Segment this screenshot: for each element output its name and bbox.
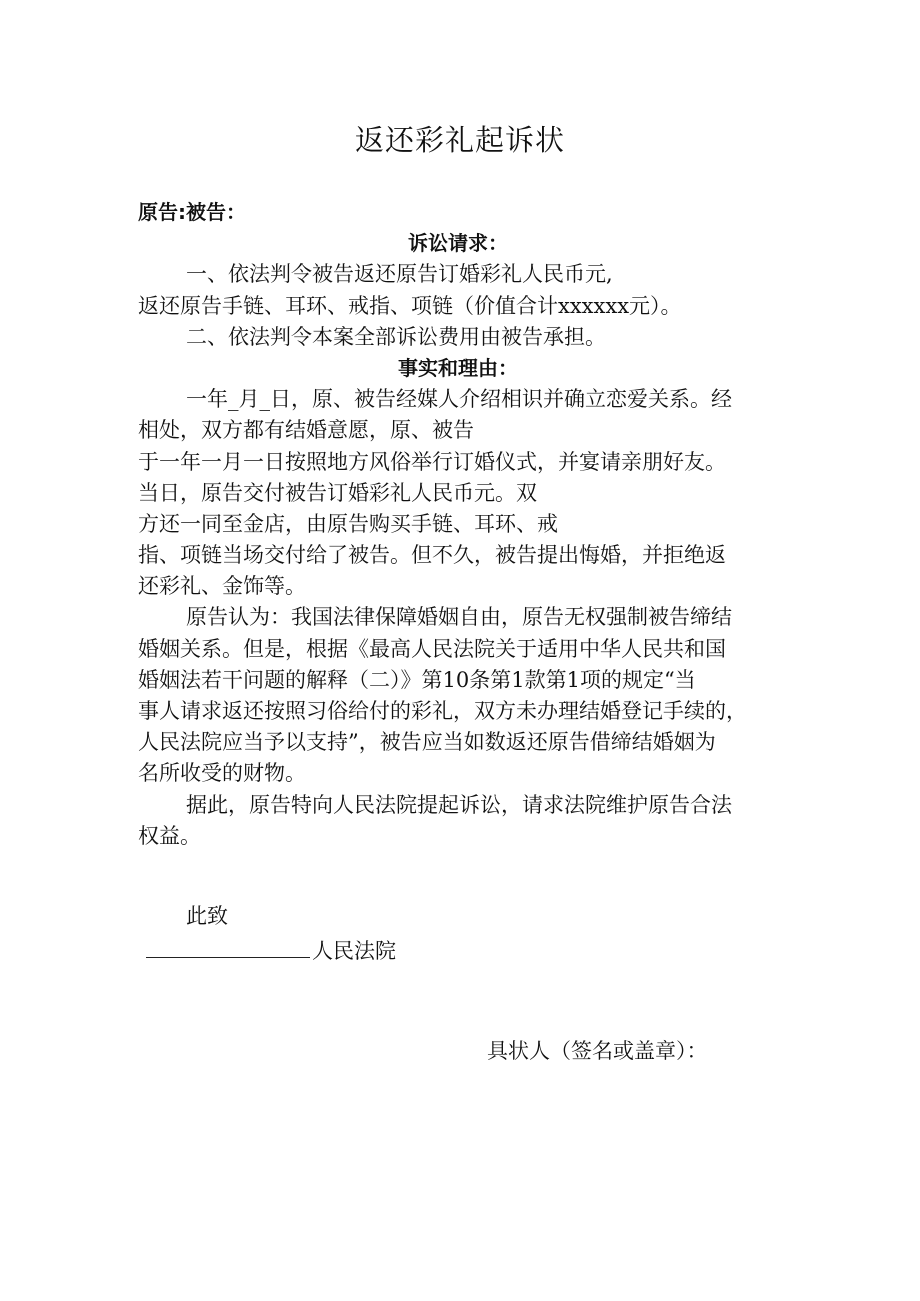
facts-heading: 事实和理由： <box>398 355 518 380</box>
facts-line: 婚姻法若干问题的解释（二）》第10条第1款第1项的规定“当 <box>138 667 696 692</box>
facts-line: 相处，双方都有结婚意愿，原、被告 <box>138 418 474 443</box>
facts-line: 一年_月_日，原、被告经媒人介绍相识并确立恋爱关系。经 <box>186 387 732 412</box>
document-body <box>138 197 798 852</box>
facts-line: 婚姻关系。但是，根据《最高人民法院关于适用中华人民共和国 <box>138 636 726 661</box>
court-name-blank <box>146 935 310 958</box>
claim-line: 返还原告手链、耳环、戒指、项链（价值合计xxxxxx元）。 <box>138 293 682 318</box>
facts-line: 指、项链当场交付给了被告。但不久，被告提出悔婚，并拒绝返 <box>138 543 726 568</box>
parties-line: 原告:被告： <box>138 200 246 224</box>
claim-line: 二、依法判令本案全部诉讼费用由被告承担。 <box>186 324 606 349</box>
facts-line: 名所收受的财物。 <box>138 761 306 786</box>
signature-line: 具状人（签名或盖章）： <box>487 1039 708 1063</box>
facts-line: 原告认为：我国法律保障婚姻自由，原告无权强制被告缔结 <box>186 605 732 630</box>
claim-line: 一、依法判令被告返还原告订婚彩礼人民币元, <box>186 262 613 287</box>
closing-text: 此致 <box>186 904 228 928</box>
facts-line: 当日，原告交付被告订婚彩礼人民币元。双 <box>138 480 537 505</box>
closing-block <box>138 898 638 929</box>
facts-line: 人民法院应当予以支持”，被告应当如数返还原告借缔结婚姻为 <box>138 730 716 755</box>
facts-line: 事人请求返还按照习俗给付的彩礼，双方未办理结婚登记手续的， <box>138 699 747 723</box>
facts-line: 据此，原告特向人民法院提起诉讼，请求法院维护原告合法 <box>186 792 732 817</box>
facts-line: 方还一同至金店，由原告购买手链、耳环、戒 <box>138 511 558 536</box>
court-suffix: 人民法院 <box>312 939 396 963</box>
facts-line: 权益。 <box>138 823 201 848</box>
facts-line: 于一年一月一日按照地方风俗举行订婚仪式，并宴请亲朋好友。 <box>138 449 726 474</box>
court-line <box>146 935 396 967</box>
claims-heading: 诉讼请求： <box>408 231 508 256</box>
document-title: 返还彩礼起诉状 <box>354 123 565 157</box>
facts-line: 还彩礼、金饰等。 <box>138 574 306 599</box>
